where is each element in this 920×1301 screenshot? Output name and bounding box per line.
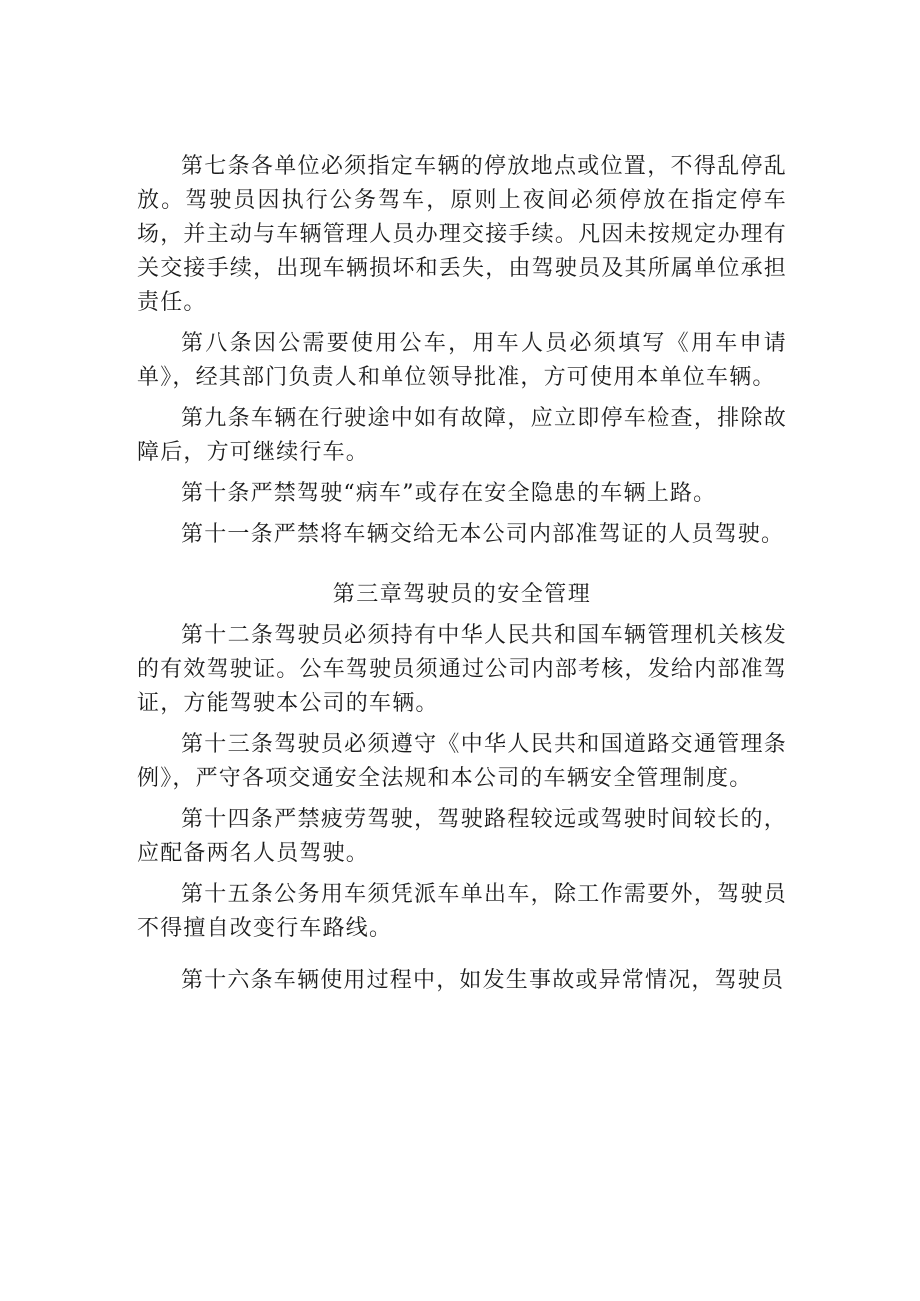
- article-16: 第十六条车辆使用过程中，如发生事故或异常情况，驾驶员: [181, 968, 785, 993]
- chapter-title: 第三章驾驶员的安全管理: [332, 582, 592, 607]
- article-9: 第九条车辆在行驶途中如有故障，应立即停车检查，排除故障后，方可继续行车。: [137, 406, 787, 465]
- article-12: 第十二条驾驶员必须持有中华人民共和国车辆管理机关核发的有效驾驶证。公车驾驶员须通过公司内部考核，发给内部准驾证，方能驾驶本公司的车辆。: [137, 623, 787, 716]
- article-7: 第七条各单位必须指定车辆的停放地点或位置，不得乱停乱放。驾驶员因执行公务驾车，原则上夜间必须停放在指定停车场，并主动与车辆管理人员办理交接手续。凡因未按规定办理有关交接手续，出现车辆损坏和丢失，由驾驶员及其所属单位承担责任。: [137, 154, 787, 315]
- article-14: 第十四条严禁疲劳驾驶，驾驶路程较远或驾驶时间较长的，应配备两名人员驾驶。: [137, 807, 787, 866]
- article-15: 第十五条公务用车须凭派车单出车，除工作需要外，驾驶员不得擅自改变行车路线。: [137, 882, 787, 941]
- article-8: 第八条因公需要使用公车，用车人员必须填写《用车申请单》，经其部门负责人和单位领导批准，方可使用本单位车辆。: [137, 331, 787, 390]
- article-10: 第十条严禁驾驶“病车”或存在安全隐患的车辆上路。: [181, 481, 717, 506]
- article-13: 第十三条驾驶员必须遵守《中华人民共和国道路交通管理条例》，严守各项交通安全法规和本公司的车辆安全管理制度。: [137, 732, 787, 791]
- article-11: 第十一条严禁将车辆交给无本公司内部准驾证的人员驾驶。: [181, 522, 785, 547]
- document-page: [137, 150, 787, 1005]
